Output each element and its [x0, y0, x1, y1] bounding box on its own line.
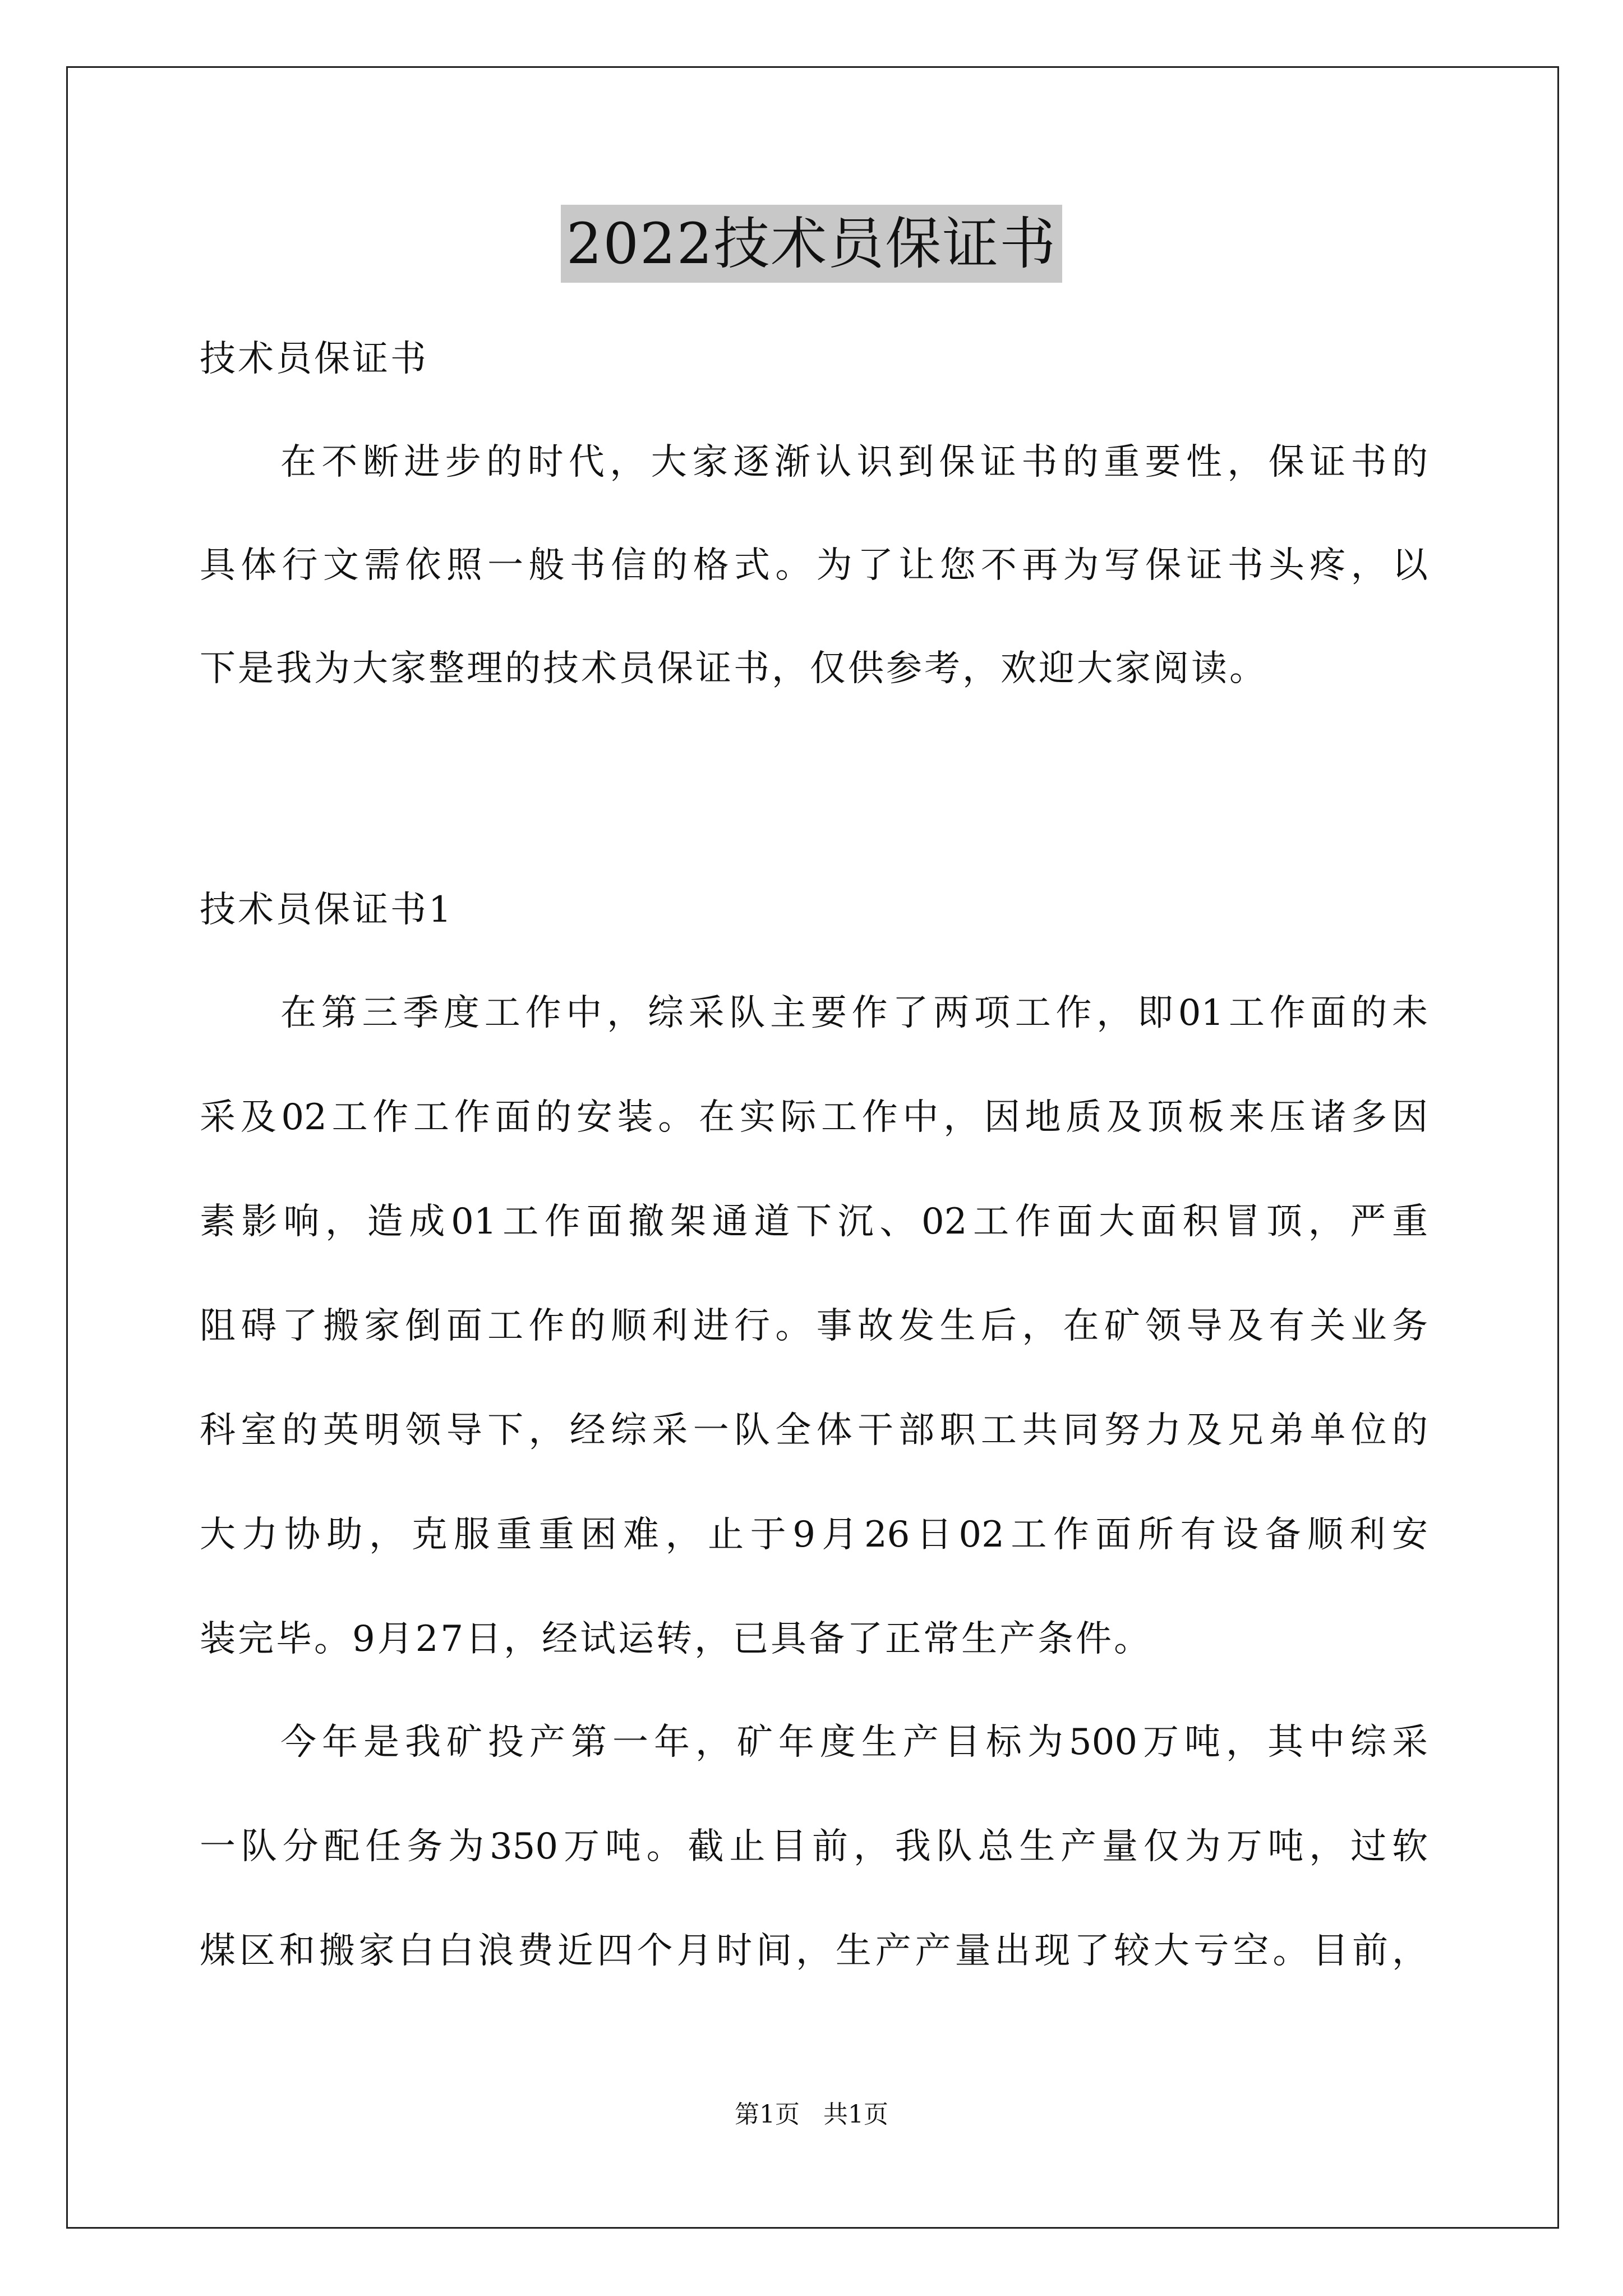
- paragraph-line: 科室的英明领导下，经综采一队全体干部职工共同努力及兄弟单位的: [200, 1410, 1428, 1451]
- intro-line: 在不断进步的时代，大家逐渐认识到保证书的重要性，保证书的: [280, 441, 1428, 483]
- paragraph-line: 装完毕。9月27日，经试运转，已具备了正常生产条件。: [200, 1618, 1152, 1660]
- paragraph-line: 阻碍了搬家倒面工作的顺利进行。事故发生后，在矿领导及有关业务: [200, 1305, 1428, 1347]
- paragraph-line: 一队分配任务为350万吨。截止目前，我队总生产量仅为万吨，过软: [200, 1826, 1428, 1867]
- paragraph-line: 在第三季度工作中，综采队主要作了两项工作，即01工作面的未: [280, 992, 1428, 1034]
- page-footer: 第1页 共1页: [735, 2100, 888, 2129]
- section-heading: 技术员保证书1: [200, 889, 454, 931]
- paragraph-line: 素影响，造成01工作面撤架通道下沉、02工作面大面积冒顶，严重: [200, 1201, 1428, 1243]
- intro-line: 具体行文需依照一般书信的格式。为了让您不再为写保证书头疼，以: [200, 545, 1428, 586]
- paragraph-line: 采及02工作工作面的安装。在实际工作中，因地质及顶板来压诸多因: [200, 1097, 1428, 1138]
- document-title: 2022技术员保证书: [561, 205, 1063, 283]
- paragraph-line: 今年是我矿投产第一年，矿年度生产目标为500万吨，其中综采: [280, 1722, 1428, 1763]
- paragraph-line: 煤区和搬家白白浪费近四个月时间，生产产量出现了较大亏空。目前，: [200, 1930, 1428, 1972]
- title-container: [0, 205, 1623, 283]
- page-border: [66, 66, 1559, 2229]
- intro-heading: 技术员保证书: [200, 338, 428, 380]
- intro-line: 下是我为大家整理的技术员保证书，仅供参考，欢迎大家阅读。: [200, 648, 1267, 689]
- paragraph-line: 大力协助，克服重重困难，止于9月26日02工作面所有设备顺利安: [200, 1514, 1428, 1556]
